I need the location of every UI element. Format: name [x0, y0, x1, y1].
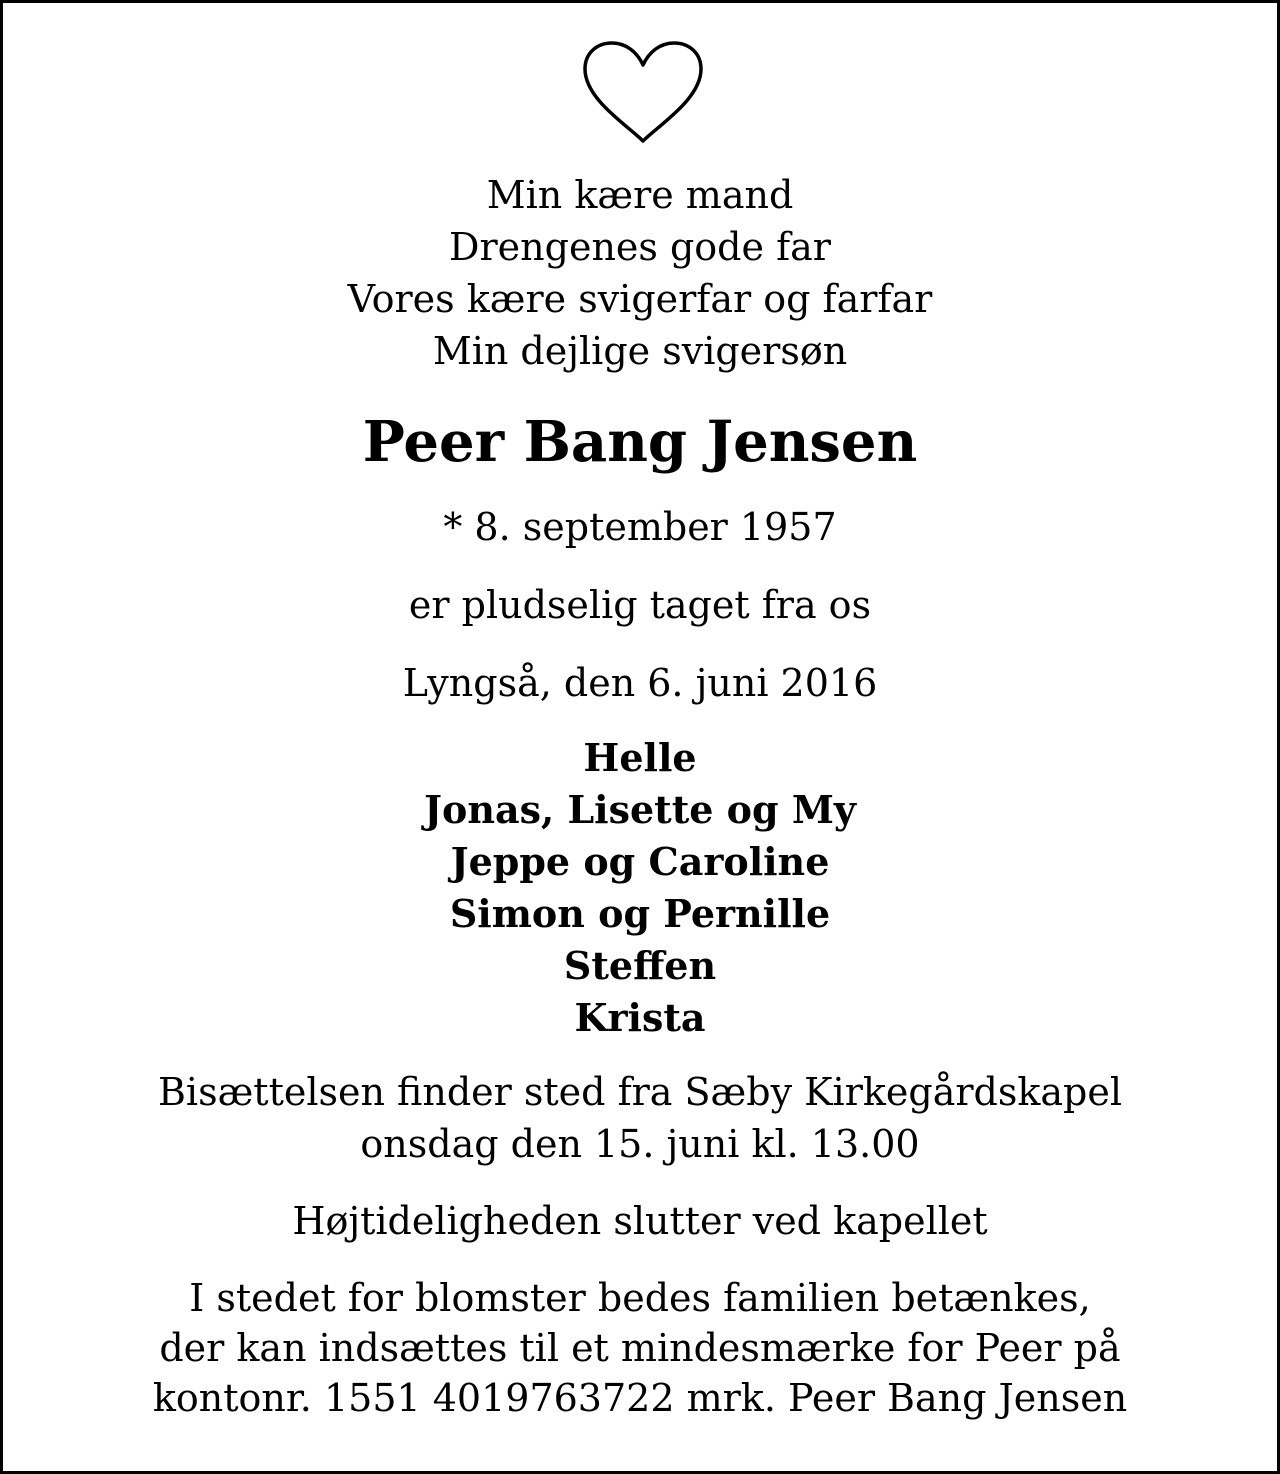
donation-line: der kan indsættes til et mindesmærke for Peer på	[159, 1326, 1121, 1370]
funeral-line: onsdag den 15. juni kl. 13.00	[360, 1122, 920, 1166]
heart-outline-icon	[581, 41, 705, 145]
intro-line: Min dejlige svigersøn	[432, 329, 848, 373]
funeral-info	[3, 1066, 1277, 1170]
family-signatures	[3, 732, 1277, 1044]
funeral-line: Bisættelsen finder sted fra Sæby Kirkegårdskapel	[158, 1070, 1122, 1114]
family-line: Krista	[574, 995, 706, 1040]
place-and-date: Lyngså, den 6. juni 2016	[402, 661, 878, 705]
ceremony-end-text: Højtideligheden slutter ved kapellet	[292, 1199, 988, 1243]
intro-line: Drengenes gode far	[449, 225, 831, 269]
intro-line: Vores kære svigerfar og farfar	[347, 277, 933, 321]
intro-line: Min kære mand	[486, 173, 794, 217]
donation-info	[3, 1273, 1277, 1423]
family-line: Jeppe og Caroline	[450, 839, 830, 884]
family-line: Steffen	[563, 943, 717, 988]
deceased-name: Peer Bang Jensen	[362, 409, 918, 475]
passing-text: er pludselig taget fra os	[408, 583, 872, 627]
family-line: Simon og Pernille	[449, 891, 831, 936]
donation-line: kontonr. 1551 4019763722 mrk. Peer Bang Jensen	[152, 1376, 1128, 1420]
donation-line: I stedet for blomster bedes familien betænkes,	[189, 1276, 1091, 1320]
intro-lines	[3, 169, 1277, 377]
birth-date: * 8. september 1957	[443, 505, 837, 549]
family-line: Jonas, Lisette og My	[424, 787, 856, 832]
family-line: Helle	[583, 735, 697, 780]
